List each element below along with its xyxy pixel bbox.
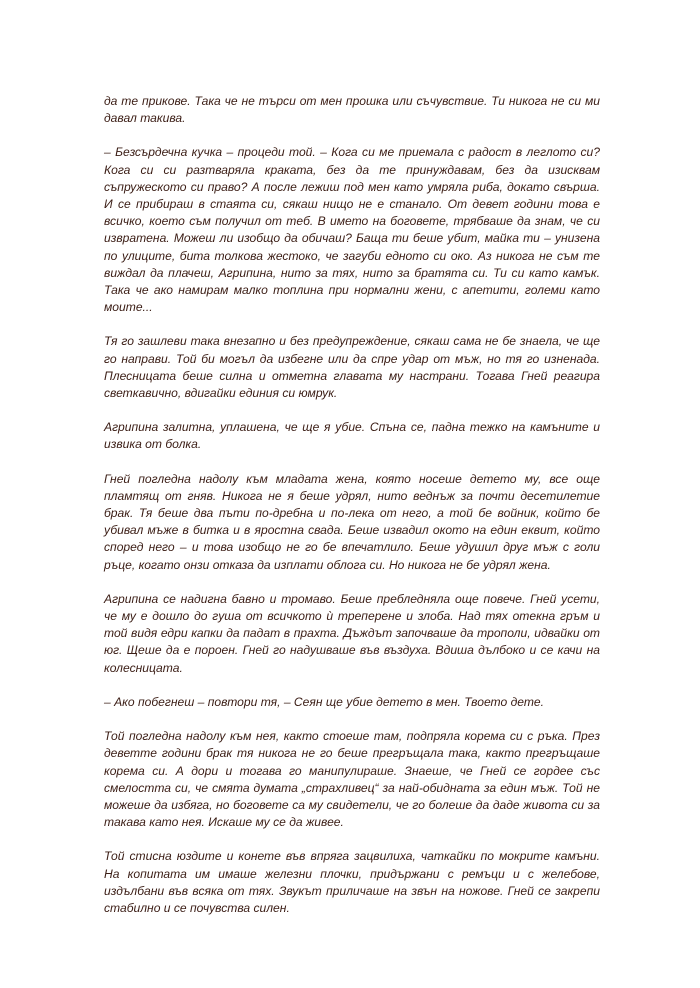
document-body xyxy=(104,93,600,934)
paragraph-7: – Ако побегнеш – повтори тя, – Сеян ще убие детето в мен. Твоето дете. xyxy=(104,694,545,709)
paragraph-8: Той погледна надолу към нея, както стоеше там, подпряла корема си с ръка. През деветте години брак тя никога не го беше прегръщала така, както прегръщаше корема си. А дори и тогава го манипулираше. Знаеше, че Гней се гордее със смелостта си, че смята думата „страхливец“ за най-обидната за един мъж. Той не можеше да избяга, но боговете са му свидетели, че го болеше да даде живота си за такава като нея. Искаше му се да живее. xyxy=(104,729,600,830)
paragraph-2: – Безсърдечна кучка – процеди той. – Кога си ме приемала с радост в леглото си? Кога си си разтваряла краката, без да те принуждавам, без да изисквам съпружеското си право? А после лежиш под мен като умряла риба, докато свърша. И се прибираш в стаята си, сякаш нищо не е станало. От девет години това е всичко, което съм получил от теб. В името на боговете, трябваше да знам, че си извратена. Можеш ли изобщо да обичаш? Баща ти беше убит, майка ти – унизена по улиците, бита толкова жестоко, че загуби едното си око. Аз никога не съм те виждал да плачеш, Агрипина, нито за тях, нито за братята си. Ти си като камък. Така че ако намирам малко топлина при нормални жени, с апетити, големи като моите... xyxy=(104,145,600,315)
paragraph-1: да те прикове. Така че не търси от мен прошка или съчувствие. Ти никога не си ми давал такива. xyxy=(104,94,600,126)
paragraph-6: Агрипина се надигна бавно и тромаво. Беше пребледняла още повече. Гней усети, че му е дошло до гуша от всичкото ѝ треперене и злоба. Над тях отекна гръм и той видя едри капки да падат в прахта. Дъждът започваше да трополи, идвайки от юг. Щеше да е пороен. Гней го надушваше във въздуха. Вдиша дълбоко и се качи на колесницата. xyxy=(104,591,600,675)
paragraph-3: Тя го зашлеви така внезапно и без предупреждение, сякаш сама не бе знаела, че ще го направи. Той би могъл да избегне или да спре удар от мъж, но тя го изненада. Плесницата беше силна и отметна главата му настрани. Тогава Гней реагира светкавично, вдигайки единия си юмрук. xyxy=(104,334,600,401)
paragraph-4: Агрипина залитна, уплашена, че ще я убие. Спъна се, падна тежко на камъните и извика от болка. xyxy=(104,420,600,452)
paragraph-5: Гней погледна надолу към младата жена, която носеше детето му, все още пламтящ от гняв. Никога не я беше удрял, нито веднъж за почти десетилетие брак. Тя беше два пъти по-дребна и по-лека от него, а той бе войник, който бе убивал мъже в битка и в яростна свада. Беше извадил окото на един еквит, който според него – и това изобщо не го бе впечатлило. Беше удушил друг мъж с голи ръце, когато онзи отказа да изплати облога си. Но никога не бе удрял жена. xyxy=(104,471,600,572)
paragraph-9: Той стисна юздите и конете във впряга зацвилиха, чаткайки по мокрите камъни. На копитата им имаше железни плочки, придържани с ремъци и с желебове, издълбани във всяка от тях. Звукът приличаше на звън на ножове. Гней се закрепи стабилно и се почувства силен. xyxy=(104,849,600,915)
